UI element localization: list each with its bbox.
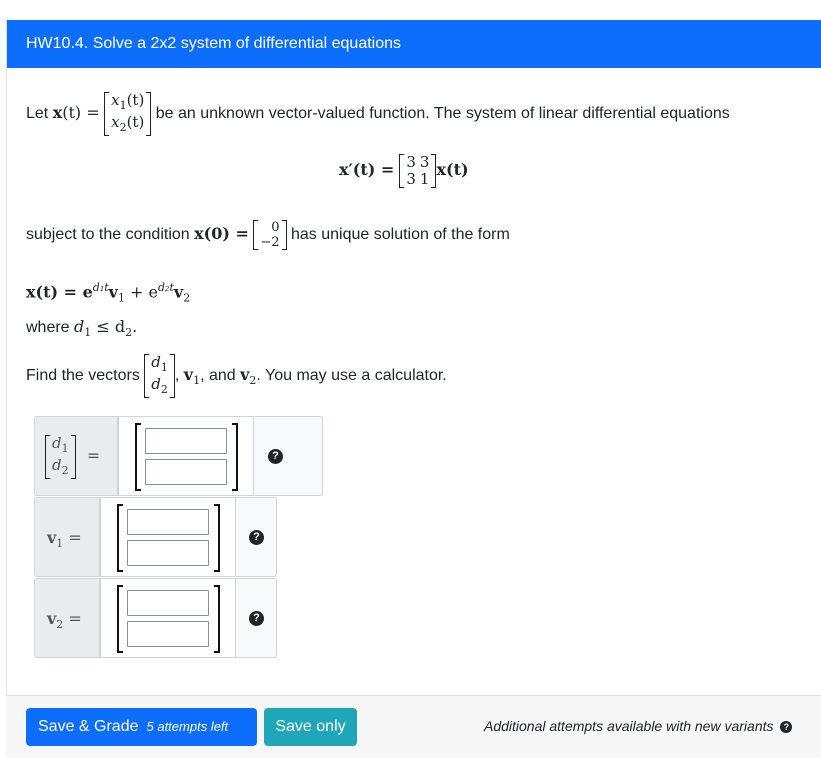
save-only-button[interactable]: Save only <box>264 708 357 746</box>
v1-letter: v <box>47 528 57 547</box>
v2-sub: 2 <box>183 291 191 305</box>
d-sub: 1 <box>61 441 69 455</box>
where-text: where <box>26 319 70 336</box>
answer-v2-help-cell <box>235 578 277 658</box>
intro-line <box>26 92 730 132</box>
intro-rest-text: be an unknown vector-valued function. The system of linear differential equations <box>155 105 730 123</box>
intro-let-text: Let <box>26 105 49 123</box>
d2-sub: 2 <box>125 326 133 340</box>
find-line <box>26 352 447 398</box>
d-letter: d <box>151 374 161 393</box>
and-text: , and <box>200 367 241 384</box>
answer-v1-input-cell <box>100 497 236 577</box>
find-end-text: . You may use a calculator. <box>256 367 447 384</box>
left-bracket <box>135 423 141 491</box>
v2-symbol: v <box>240 365 250 384</box>
solution-lhs: x(t) = e <box>26 282 93 302</box>
matrix-cell: 3 <box>419 152 430 171</box>
intro-t: (t) = <box>62 103 100 123</box>
v1-sub: 1 <box>117 291 125 305</box>
system-lhs: x′(t) = <box>339 160 395 179</box>
help-icon[interactable]: ? <box>249 530 264 545</box>
question-title: HW10.4. Solve a 2x2 system of differential equations <box>7 20 821 68</box>
period: . <box>132 317 138 336</box>
answer-d-label <box>34 416 118 496</box>
solution-form <box>26 276 191 305</box>
help-icon[interactable]: ? <box>249 611 264 626</box>
x2-letter: x <box>111 113 120 131</box>
d-sub: 2 <box>160 382 168 396</box>
coefficient-matrix <box>399 154 436 188</box>
v1-symbol: v <box>183 365 194 384</box>
condition-text: subject to the condition <box>26 226 190 243</box>
d1-letter: d <box>74 317 85 336</box>
left-bracket <box>117 585 123 653</box>
equals-sign: = <box>63 528 82 547</box>
condition-line <box>26 213 510 255</box>
d2-input[interactable] <box>145 459 227 485</box>
v1-sub: 1 <box>193 374 201 388</box>
v2-symbol: v <box>173 282 184 302</box>
x1-t: (t) <box>126 91 145 109</box>
v2-sub: 2 <box>249 374 257 388</box>
v2-top-input[interactable] <box>127 590 209 616</box>
v2-sub: 2 <box>56 618 64 632</box>
note-text: Additional attempts available with new variants <box>484 718 774 734</box>
where-line <box>26 315 137 339</box>
answer-v1-help-cell <box>235 497 277 577</box>
v1-symbol: v <box>108 282 118 302</box>
x2-sub: 2 <box>119 121 127 134</box>
left-bracket <box>117 504 123 572</box>
attempts-left-text: 5 attempts left <box>146 719 229 734</box>
answer-v2-label <box>34 578 100 658</box>
x2-t: (t) <box>126 113 145 131</box>
equals-sign: = <box>63 609 82 628</box>
condition-rest-text: has unique solution of the form <box>291 226 510 243</box>
answer-d-group <box>34 416 323 496</box>
save-grade-label: Save & Grade <box>38 718 139 735</box>
plus-e: + e <box>124 282 159 302</box>
matrix-cell: 3 <box>406 152 416 171</box>
matrix-cell: 3 <box>406 169 416 188</box>
v1-bottom-input[interactable] <box>127 540 209 566</box>
initial-value: −2 <box>260 234 280 250</box>
system-rhs: x(t) <box>436 160 469 179</box>
answer-v2-group <box>34 578 277 658</box>
le-d2: ≤ d <box>91 317 126 336</box>
d-letter: d <box>151 352 161 371</box>
d-sub: 2 <box>61 463 69 477</box>
answer-v1-label <box>34 497 100 577</box>
initial-value: 0 <box>271 219 280 235</box>
x-symbol: x <box>52 103 63 123</box>
answer-d-help-cell <box>253 416 323 496</box>
system-equation <box>339 150 469 190</box>
v1-top-input[interactable] <box>127 509 209 535</box>
exponent-1: d₁t <box>92 281 109 294</box>
answer-v2-input-cell <box>100 578 236 658</box>
comma: , <box>174 367 184 384</box>
right-bracket <box>232 423 238 491</box>
d1-input[interactable] <box>145 428 227 454</box>
x-vector <box>104 92 151 136</box>
find-text: Find the vectors <box>26 367 140 384</box>
d1-sub: 1 <box>84 326 92 340</box>
d-vector <box>144 354 175 398</box>
d-letter: d <box>52 455 62 474</box>
save-grade-button[interactable] <box>26 708 257 746</box>
condition-lhs: x(0) = <box>194 224 249 243</box>
equals-sign: = <box>86 446 101 465</box>
help-icon[interactable]: ? <box>268 449 283 464</box>
info-icon[interactable]: ? <box>780 721 792 733</box>
additional-attempts-note <box>484 718 792 734</box>
right-bracket <box>214 504 220 572</box>
v2-letter: v <box>47 609 57 628</box>
answer-v1-group <box>34 497 277 577</box>
initial-vector <box>253 220 286 250</box>
matrix-cell: 1 <box>419 169 430 188</box>
d-sub: 1 <box>160 360 168 374</box>
v1-sub: 1 <box>56 537 64 551</box>
v2-bottom-input[interactable] <box>127 621 209 647</box>
exponent-2: d₂t <box>158 281 174 294</box>
x1-letter: x <box>111 91 120 109</box>
x1-sub: 1 <box>119 99 127 112</box>
d-vector-label <box>45 435 76 479</box>
d-letter: d <box>52 433 62 452</box>
right-bracket <box>214 585 220 653</box>
